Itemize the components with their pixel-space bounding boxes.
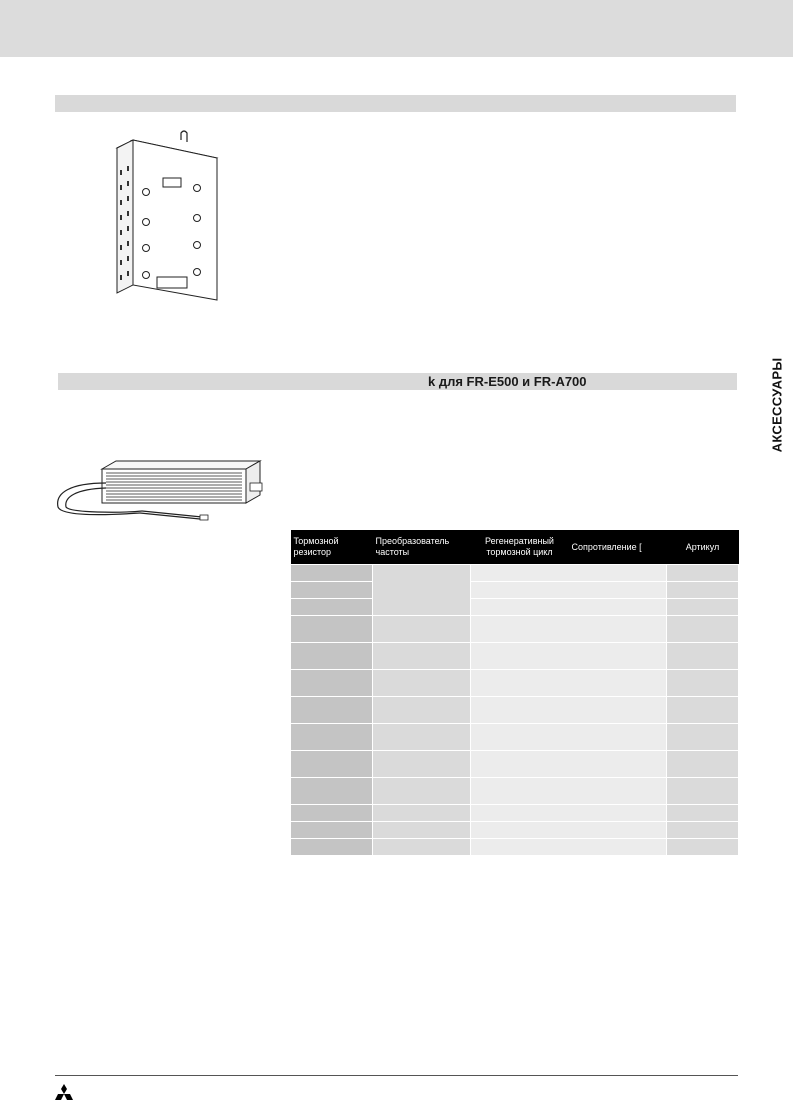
table-row xyxy=(291,670,739,697)
header-band xyxy=(0,0,793,57)
brand-logo-icon xyxy=(52,1084,76,1101)
header-duty-cycle: Регенеративный тормозной цикл xyxy=(471,530,569,565)
resistor-flat-illustration xyxy=(50,455,265,525)
table-row xyxy=(291,751,739,778)
side-tab-label: АКСЕССУАРЫ xyxy=(769,357,785,453)
table-row xyxy=(291,599,739,616)
table-row xyxy=(291,582,739,599)
table-row xyxy=(291,724,739,751)
table-header-row xyxy=(291,530,739,565)
section-2-title: k для FR-E500 и FR-A700 xyxy=(428,374,587,389)
resistor-spec-table xyxy=(290,530,739,856)
section-bar-2 xyxy=(58,373,737,390)
header-article: Артикул xyxy=(667,530,739,565)
side-tab xyxy=(765,355,789,455)
table-row xyxy=(291,778,739,805)
table-row xyxy=(291,822,739,839)
header-resistor: Тормозной резистор xyxy=(291,530,373,565)
table-row xyxy=(291,616,739,643)
table-row xyxy=(291,805,739,822)
header-inverter: Преобразователь частоты xyxy=(373,530,471,565)
table-row xyxy=(291,565,739,582)
table-row xyxy=(291,839,739,856)
table-row xyxy=(291,643,739,670)
section-bar-1 xyxy=(55,95,736,112)
header-resistance: Сопротивление [ xyxy=(569,530,667,565)
footer-rule xyxy=(55,1075,738,1076)
resistor-box-illustration xyxy=(105,130,225,305)
table-row xyxy=(291,697,739,724)
